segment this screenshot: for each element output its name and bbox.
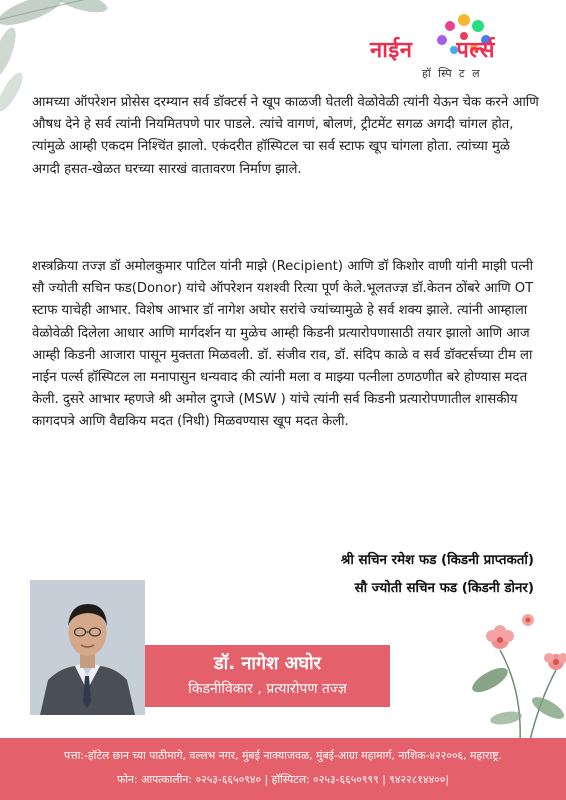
doctor-title: किडनीविकार , प्रत्यारोपण तज्ज्ञ [188,681,347,697]
footer-contact-bar [0,738,566,800]
footer-address: पत्ता:-हॉटेल छान च्या पाठीमागे, वल्लभ नगर, मुंबई नाक्याजवळ, मुंबई-आग्रा महामार्ग, नाशिक-४२२००६, महाराष्ट्र. [64,749,502,762]
signature-recipient: श्री सचिन रमेश फड (किडनी प्राप्तकर्ता) [340,553,534,568]
logo-title [370,34,560,64]
testimonial-paragraph-1: आमच्या ऑपरेशन प्रोसेस दरम्यान सर्व डॉक्टर्स ने खूप काळजी घेतली वेळोवेळी त्यांनी येऊन चेक करने आणि औषध देने हे सर्व त्यांनी नियमितपणे पार पाडले. त्यांचे वागणं, बोलणं, ट्रीटमेंट सगळ अगदी चांगल होत, त्यांमुळे आम्ही एकदम निश्चिंत झालो. एकंदरीत हॉस्पिटल चा सर्व स्टाफ खूप चांगला होता. त्यांच्या मुळे अगदी हसत-खेळत घरच्या सारखं वातावरण निर्माण झाले. [32,95,539,177]
logo-name-part1: नाईन [370,38,413,63]
flower-decoration-bottom-right [460,600,566,740]
logo-name-part2: पर्ल्स [456,38,495,63]
doctor-name: डॉ. नागेश अघोर [213,653,322,674]
doctor-portrait-icon [30,580,145,715]
hospital-logo [370,12,560,82]
testimonial-paragraph-2: शस्त्रक्रिया तज्ज्ञ डॉ अमोलकुमार पाटिल यांनी माझे (Recipient) आणि डॉ किशोर वाणी यांनी माझी पत्नी सौ ज्योती सचिन फड(Donor) यांचे ऑपरेशन यशश्वी रित्या पूर्ण केले.भूलतज्ज्ञ डॉ.केतन ठोंबरे आणि OT स्टाफ याचेही आभार. विशेष आभार डॉ नागेश अघोर सरांचे ज्यांच्यामुळे हे सर्व शक्य झाले. त्यांनी आम्हाला वेळोवेळी दिलेला आधार आणि मार्गदर्शन या मुळेच आम्ही किडनी प्रत्यारोपणासाठी तयार झालो आणि आज आम्ही किडनी आजारा पासून मुक्तता मिळवली. डॉ. संजीव राव, डॉ. संदिप काळे व सर्व डॉक्टर्सच्या टीम ला नाईन पर्ल्स हॉस्पिटल ला मनापासुन धन्यवाद की त्यांनी मला व माझ्या पत्नीला ठणठणीत बरे होण्यास मदत केली. दुसरे आभार म्हणजे श्री अमोल दुगजे (MSW ) यांचे त्यांनी सर्व किडनी प्रत्यारोपणातील शासकीय कागदपत्रे आणि वैद्यकिय मदत (निधी) मिळवण्यास खूप मदत केली. [32,259,534,430]
doctor-name-banner [145,645,390,707]
doctor-photo [30,580,145,715]
footer-phones: फोन: आपत्कालीन: ०२५३-६६५०९४० | हॉस्पिटल: ०२५३-६६५०९९९ | ९४२२८१४४००| [116,773,450,786]
signature-donor: सौ ज्योती सचिन फड (किडनी डोनर) [354,581,534,596]
logo-subtitle: हॉ स्पि ट ल [422,67,482,80]
